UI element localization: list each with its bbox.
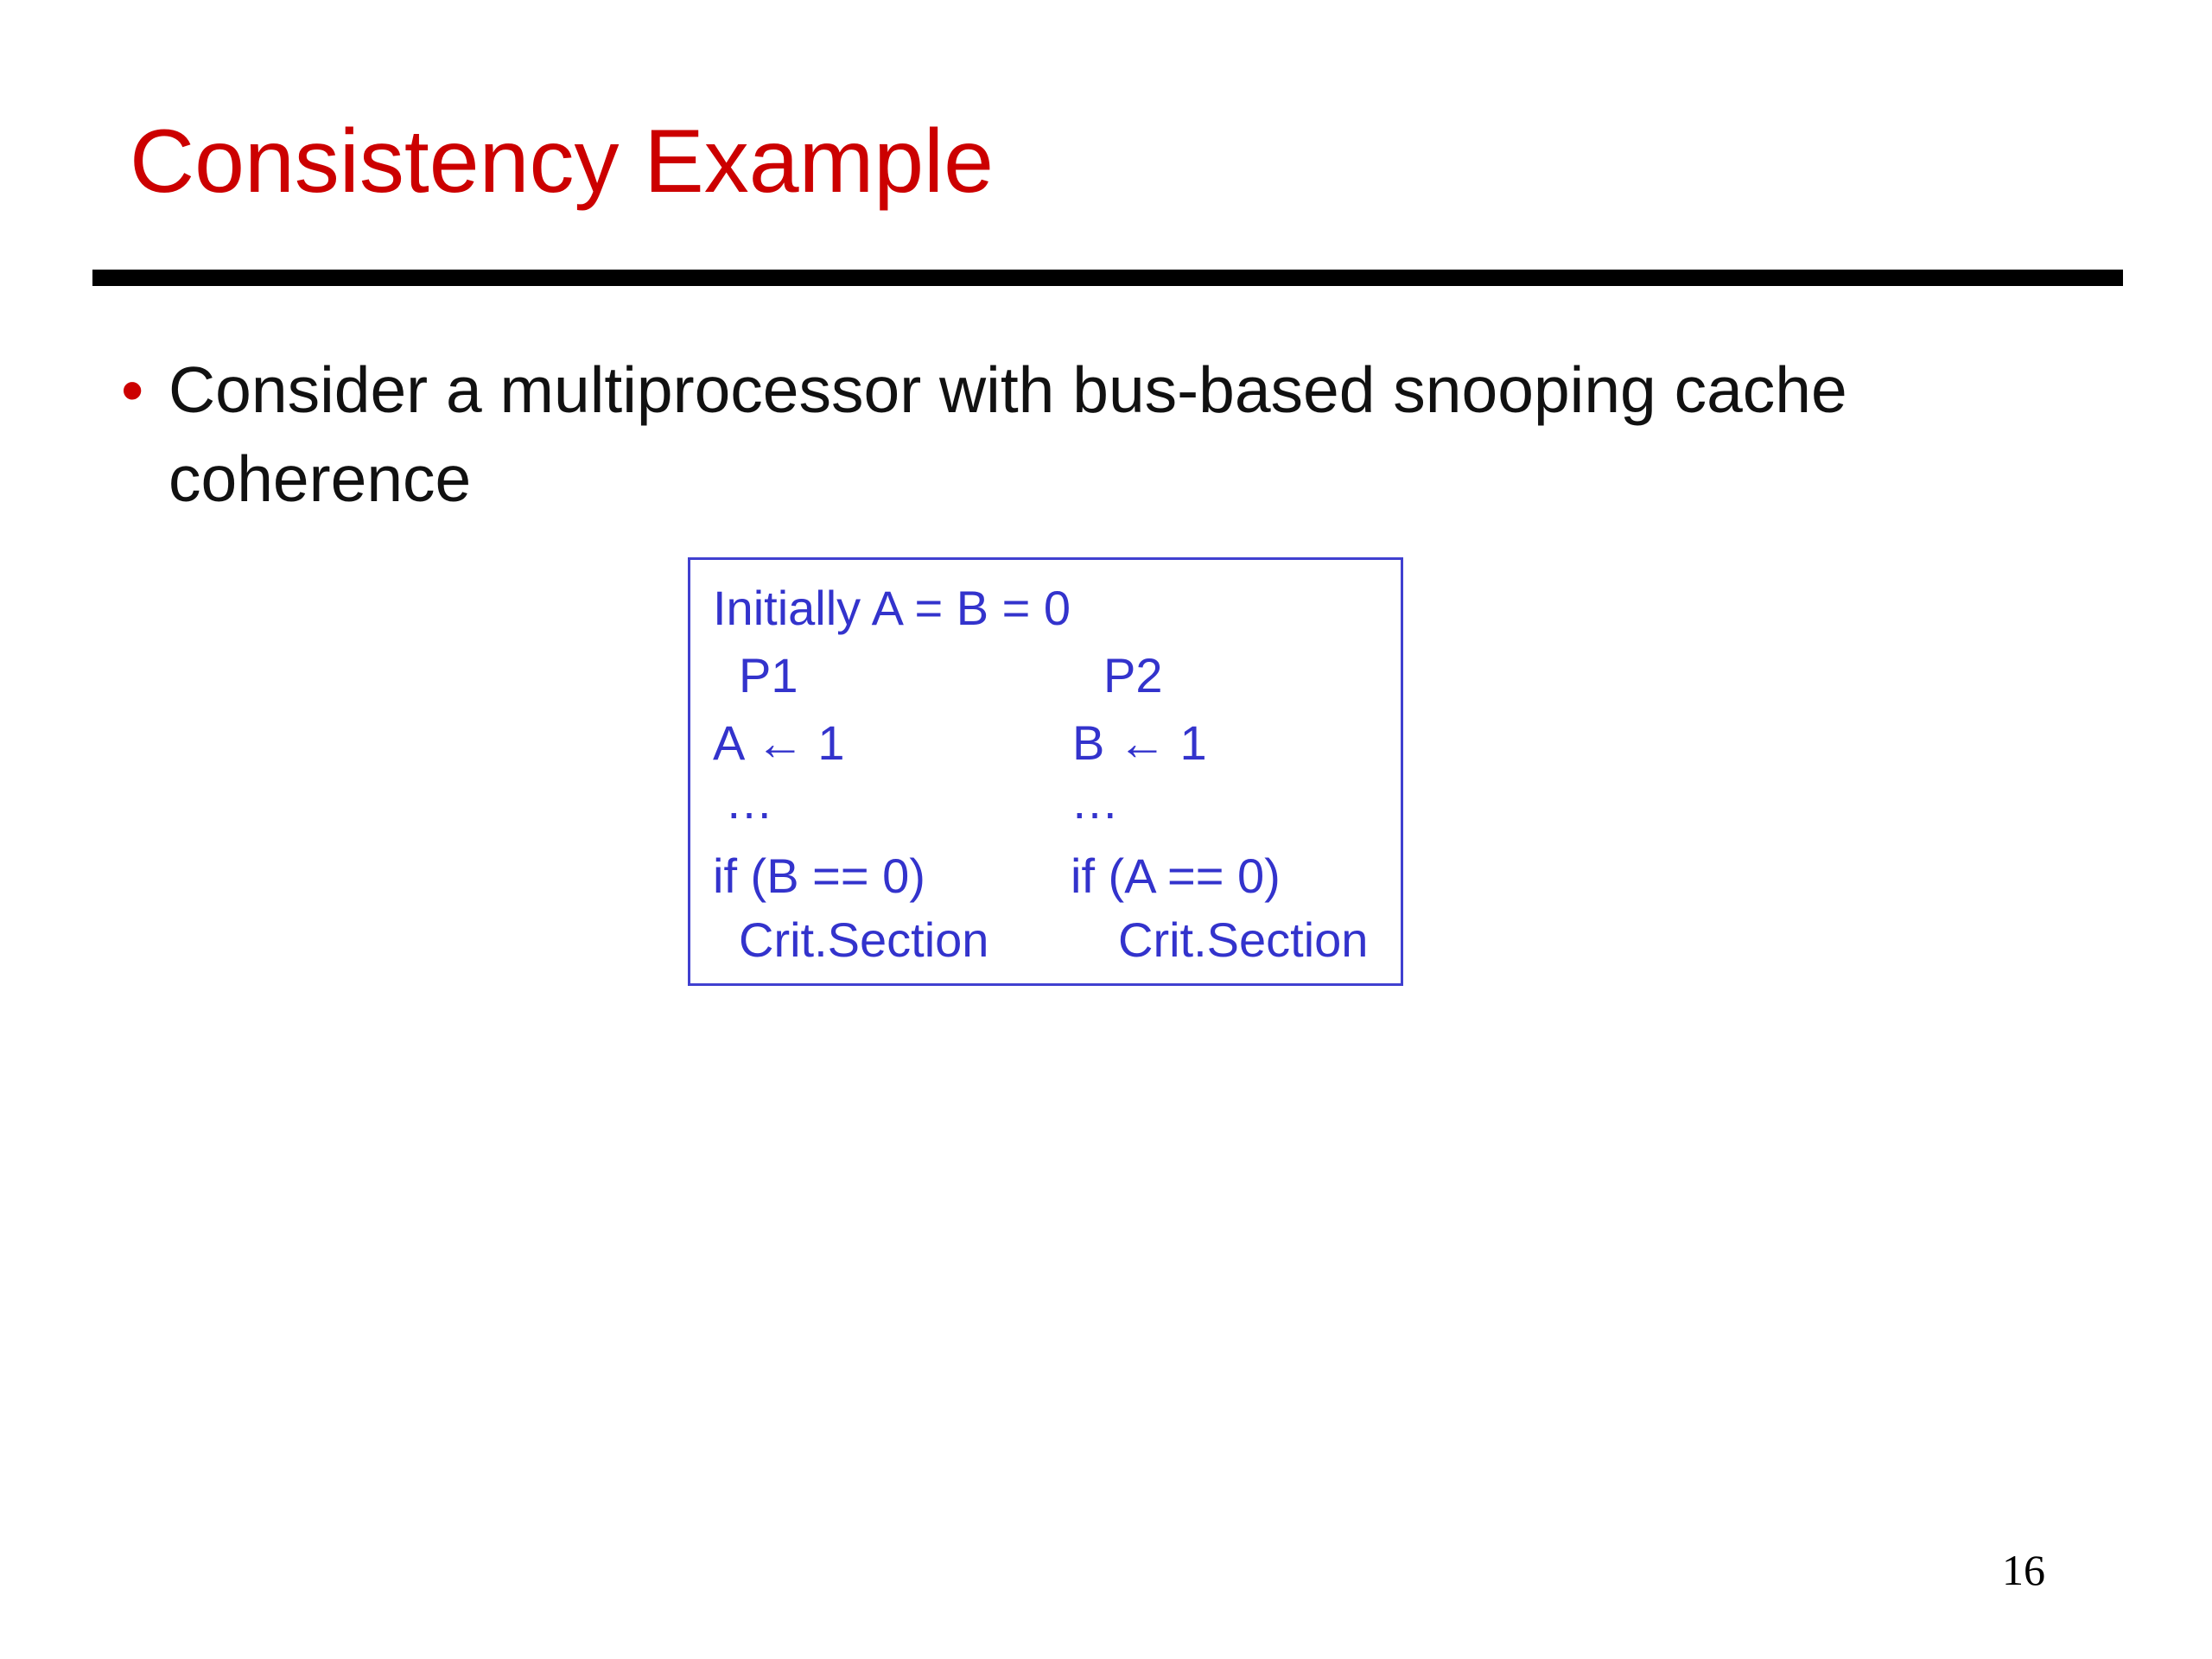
p1-critical-section: Crit.Section <box>739 912 989 967</box>
bullet-text: Consider a multiprocessor with bus-based snooping cache coherence <box>168 353 1847 515</box>
p1-assign: A ← 1 <box>713 715 845 770</box>
p2-ellipsis: … <box>1071 774 1119 829</box>
initial-condition: Initially A = B = 0 <box>713 581 1071 635</box>
p2-condition: if (A == 0) <box>1071 849 1281 903</box>
slide-title: Consistency Example <box>130 111 994 212</box>
p1-ellipsis: … <box>725 774 773 829</box>
page-number: 16 <box>2002 1546 2045 1594</box>
title-divider <box>92 270 2123 286</box>
p2-label: P2 <box>1103 648 1163 702</box>
code-example-box <box>688 557 1403 986</box>
p2-critical-section: Crit.Section <box>1118 912 1369 967</box>
p2-assign: B ← 1 <box>1072 715 1207 770</box>
p1-label: P1 <box>739 648 798 702</box>
bullet-marker: • <box>121 353 144 426</box>
p1-condition: if (B == 0) <box>713 849 925 903</box>
